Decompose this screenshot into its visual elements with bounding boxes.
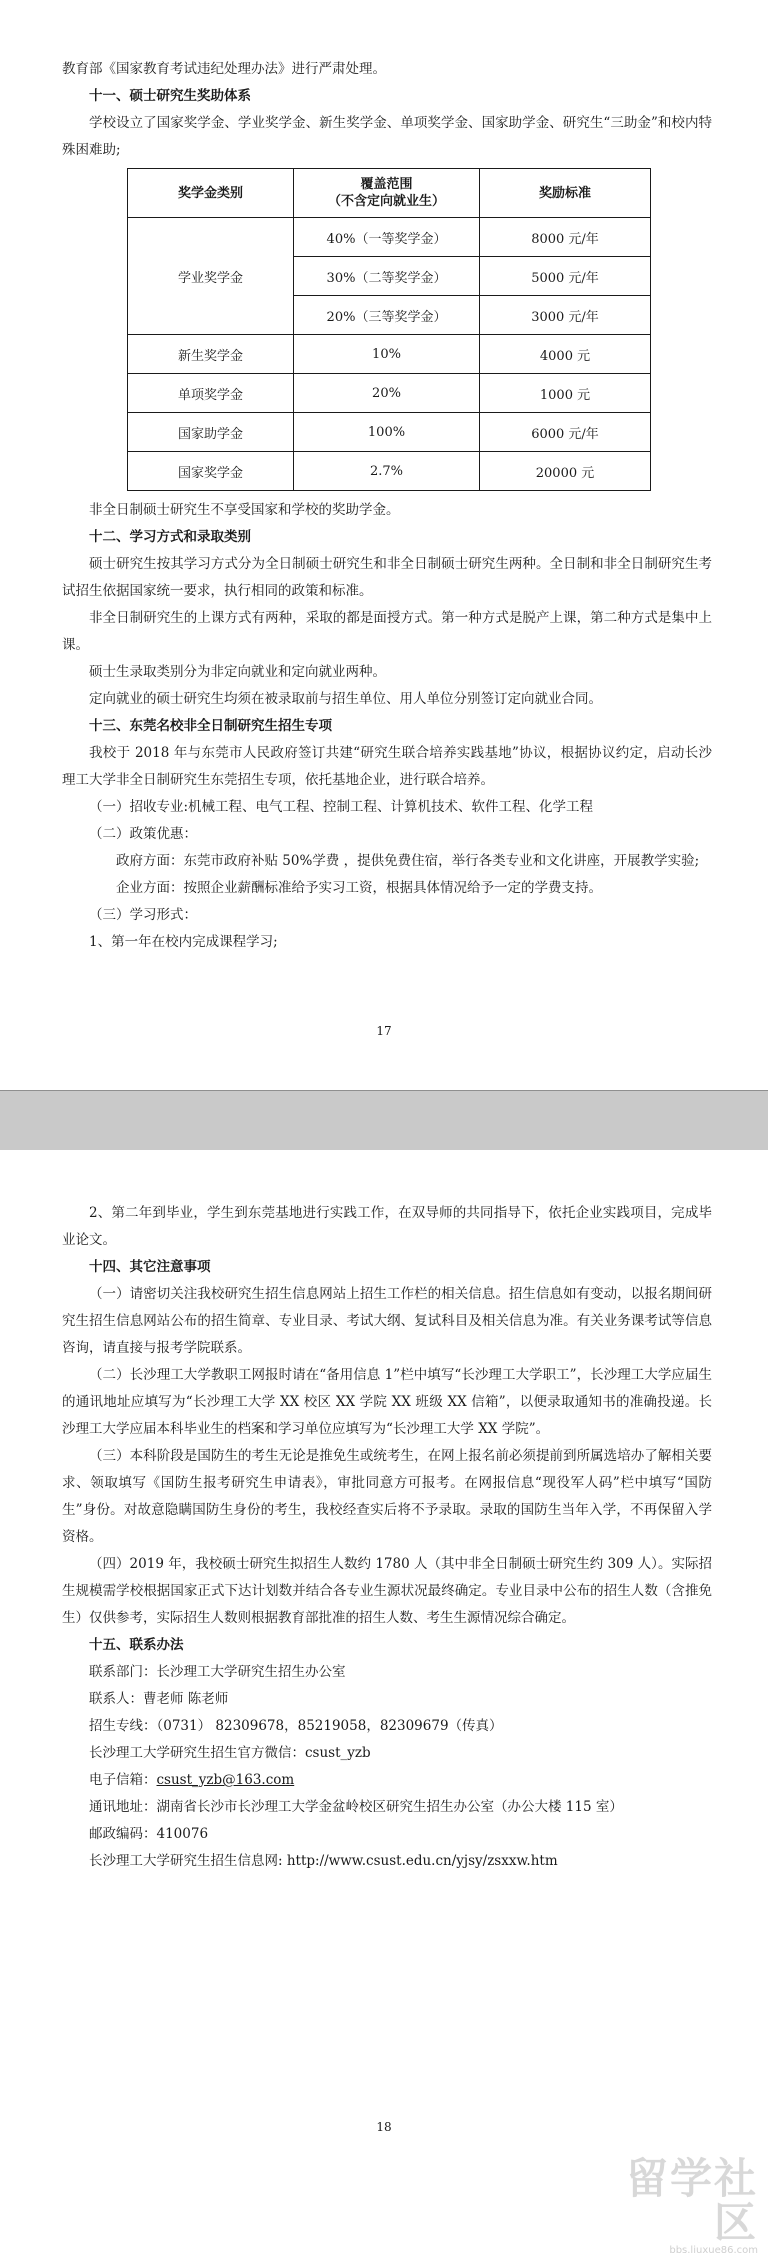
section-12-para: 硕士研究生按其学习方式分为全日制硕士研究生和非全日制硕士研究生两种。全日制和非全日制研究生考试招生依据国家统一要求，执行相同的政策和标准。 [62,556,712,599]
section-14-para: （一）请密切关注我校研究生招生信息网站上招生工作栏的相关信息。招生信息如有变动，以报名期间研究生招生信息网站公布的招生简章、专业目录、考试大纲、复试科目及相关信息为准。有关业务课考试等信息咨询，请直接与报考学院联系。 [62,1286,712,1356]
academic-coverage: 40%（一等奖学金） [294,218,480,257]
section-13-step: 2、第二年到毕业，学生到东莞基地进行实践工作，在双导师的共同指导下，依托企业实践项目，完成毕业论文。 [62,1205,712,1248]
contact-wechat: 长沙理工大学研究生招生官方微信：csust_yzb [89,1745,371,1761]
header-coverage-line2: （不含定向就业生） [327,194,445,209]
page-18-content [62,1200,712,1875]
scholarship-table [127,168,651,491]
section-13-gov: 政府方面：东莞市政府补贴 50%学费 ，提供免费住宿，举行各类专业和文化讲座，开展教学实验; [116,853,700,869]
academic-type: 学业奖学金 [128,218,294,335]
row-amount: 6000 元/年 [480,413,651,452]
academic-coverage: 20%（三等奖学金） [294,296,480,335]
section-14-para: （三）本科阶段是国防生的考生无论是推免生或统考生，在网上报名前必须提前到所属选培办了解相关要求、领取填写《国防生报考研究生申请表》，审批同意方可报考。在网报信息“现役军人码”栏中填写“国防生”身份。对故意隐瞒国防生身份的考生，我校经查实后将不予录取。录取的国防生当年入学，不再保留入学资格。 [62,1448,712,1545]
contact-email-line [62,1767,712,1794]
row-type: 单项奖学金 [128,374,294,413]
section-13-para: 我校于 2018 年与东莞市人民政府签订共建“研究生联合培养实践基地”协议，根据协议约定，启动长沙理工大学非全日制研究生东莞招生专项，依托基地企业，进行联合培养。 [62,745,712,788]
table-row [128,335,651,374]
section-11-title: 十一、硕士研究生奖助体系 [89,88,251,104]
header-coverage [294,169,480,218]
section-13-title: 十三、东莞名校非全日制研究生招生专项 [89,718,332,734]
contact-phone: 招生专线：（0731） 82309678，85219058，82309679（传真） [89,1718,503,1734]
row-type: 国家奖学金 [128,452,294,491]
section-12-para: 非全日制研究生的上课方式有两种，采取的都是面授方式。第一种方式是脱产上课，第二种方式是集中上课。 [62,610,712,653]
section-13-step: 1、第一年在校内完成课程学习; [89,934,278,950]
table-row [128,452,651,491]
watermark [588,2154,758,2256]
section-14-para: （二）长沙理工大学教职工网报时请在“备用信息 1”栏中填写“长沙理工大学职工”，长沙理工大学应届生的通讯地址应填写为“长沙理工大学 XX 校区 XX 学院 XX 班级 XX 信箱”，以便录取通知书的准确投递。长沙理工大学应届本科毕业生的档案和学习单位应填写为“长沙理工大学 XX 学院”。 [62,1367,712,1437]
document-page-17 [0,0,768,1090]
row-amount: 4000 元 [480,335,651,374]
page-separator [0,1090,768,1152]
page-number: 18 [376,2120,392,2134]
section-12-title: 十二、学习方式和录取类别 [89,529,251,545]
section-15-title: 十五、联系办法 [89,1637,184,1653]
row-coverage: 100% [294,413,480,452]
contact-people: 联系人：曹老师 陈老师 [89,1691,229,1707]
row-amount: 20000 元 [480,452,651,491]
table-row [128,218,651,257]
section-14-title: 十四、其它注意事项 [89,1259,211,1275]
section-13-item: （三）学习形式： [89,907,197,923]
row-type: 新生奖学金 [128,335,294,374]
intro-line: 教育部《国家教育考试违纪处理办法》进行严肃处理。 [62,61,386,77]
row-type: 国家助学金 [128,413,294,452]
row-coverage: 2.7% [294,452,480,491]
row-amount: 1000 元 [480,374,651,413]
section-11-note: 非全日制硕士研究生不享受国家和学校的奖助学金。 [89,502,400,518]
table-row [128,413,651,452]
section-12-para: 硕士生录取类别分为非定向就业和定向就业两种。 [89,664,386,680]
academic-amount: 5000 元/年 [480,257,651,296]
academic-amount: 3000 元/年 [480,296,651,335]
header-amount: 奖励标准 [480,169,651,218]
section-13-item: （一）招收专业:机械工程、电气工程、控制工程、计算机技术、软件工程、化学工程 [89,799,594,815]
header-type: 奖学金类别 [128,169,294,218]
document-page-18 [0,1150,768,2256]
section-14-para: （四）2019 年，我校硕士研究生拟招生人数约 1780 人（其中非全日制硕士研究生约 309 人）。实际招生规模需学校根据国家正式下达计划数并结合各专业生源状况最终确定。专业目录中公布的招生人数（含推免生）仅供参考，实际招生人数则根据教育部批准的招生人数、考生生源情况综合确定。 [62,1556,712,1626]
watermark-title: 留学社区 [625,2154,758,2247]
contact-postcode: 邮政编码：410076 [89,1826,209,1842]
section-12-para: 定向就业的硕士研究生均须在被录取前与招生单位、用人单位分别签订定向就业合同。 [89,691,602,707]
contact-address: 通讯地址：湖南省长沙市长沙理工大学金盆岭校区研究生招生办公室（办公大楼 115 室） [89,1799,623,1815]
page-number: 17 [376,1024,392,1038]
page-17-content [62,56,712,956]
contact-website: 长沙理工大学研究生招生信息网: http://www.csust.edu.cn/yjsy/zsxxw.htm [89,1853,558,1869]
contact-dept: 联系部门：长沙理工大学研究生招生办公室 [89,1664,346,1680]
row-coverage: 20% [294,374,480,413]
watermark-subtitle: bbs.liuxue86.com [669,2245,758,2256]
academic-amount: 8000 元/年 [480,218,651,257]
table-header-row [128,169,651,218]
section-13-item: （二）政策优惠： [89,826,197,842]
section-11-intro: 学校设立了国家奖学金、学业奖学金、新生奖学金、单项奖学金、国家助学金、研究生“三助金”和校内特殊困难助; [62,115,712,158]
header-coverage-line1: 覆盖范围 [360,177,413,192]
table-row [128,374,651,413]
contact-email-link[interactable]: csust_yzb@163.com [156,1772,295,1788]
row-coverage: 10% [294,335,480,374]
academic-coverage: 30%（二等奖学金） [294,257,480,296]
contact-email-label: 电子信箱： [89,1772,157,1788]
section-13-ent: 企业方面：按照企业薪酬标准给予实习工资，根据具体情况给予一定的学费支持。 [116,880,602,896]
